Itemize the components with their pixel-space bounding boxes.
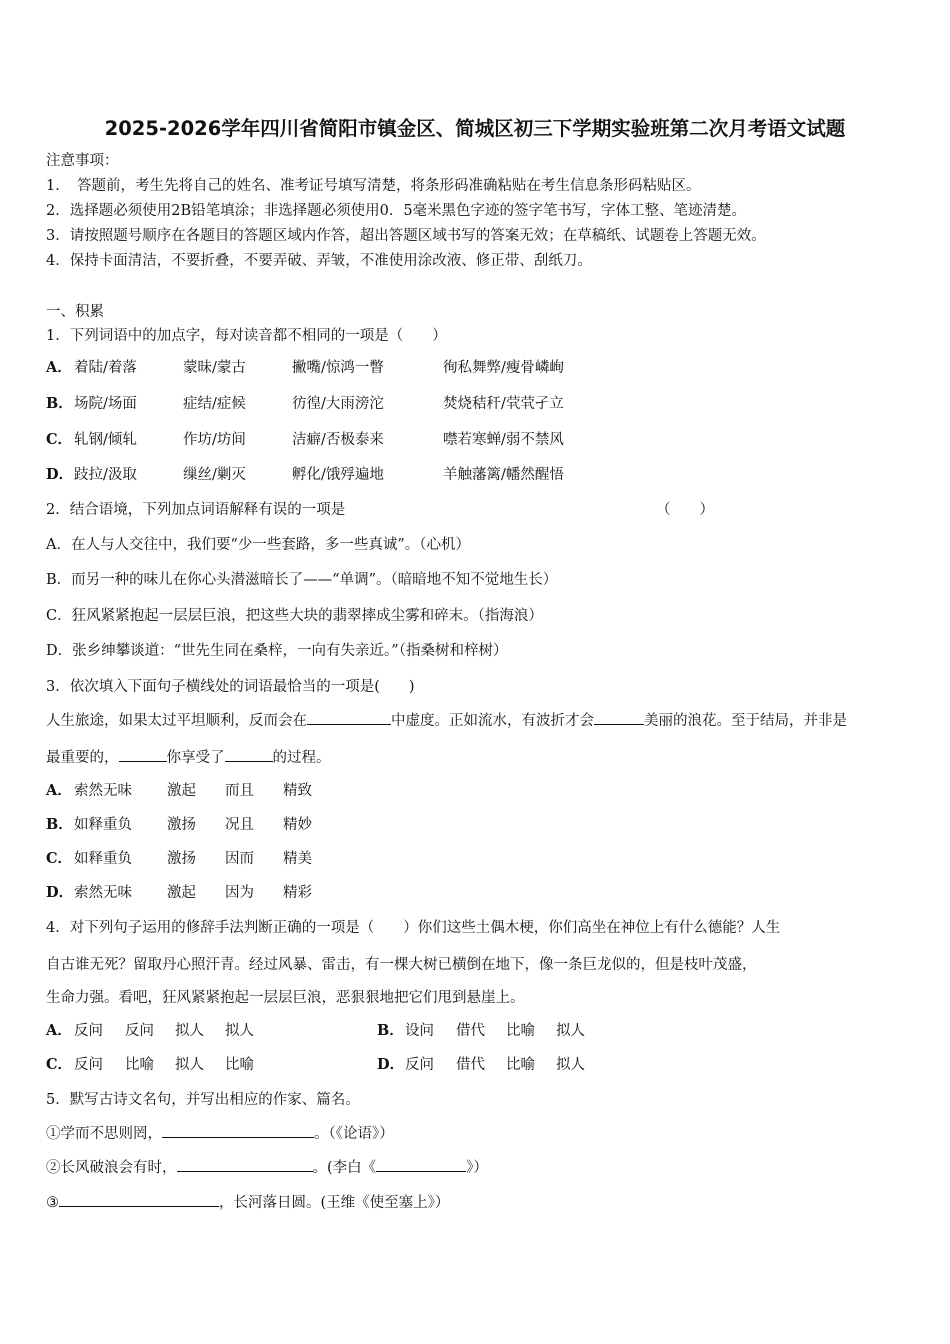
- option-item: 症结/症候: [183, 396, 246, 412]
- option-item: 借代: [456, 1023, 485, 1039]
- passage-text: 的过程。: [272, 750, 331, 766]
- q2-option: C．狂风紧紧抱起一层层巨浪，把这些大块的翡翠摔成尘雾和碎末。（指海浪）: [46, 608, 543, 624]
- option-item: 拟人: [556, 1057, 585, 1073]
- q3-option-a: [46, 781, 312, 801]
- poem-text: ③: [46, 1195, 59, 1211]
- option-label: A．: [46, 782, 72, 799]
- q1-option-c: [46, 430, 564, 450]
- q4-option-a: [46, 1021, 254, 1041]
- option-item: 焚烧秸秆/茕茕孑立: [443, 396, 564, 412]
- option-item: 反问: [74, 1023, 103, 1039]
- notice-item: 3．请按照题号顺序在各题目的答题区域内作答，超出答题区域书写的答案无效；在草稿纸、试题卷上答题无效。: [46, 228, 766, 244]
- fill-blank[interactable]: [119, 747, 167, 762]
- option-label: D．: [46, 466, 74, 483]
- poem-text: ，长河落日圆。(王维《使至塞上》）: [219, 1195, 450, 1211]
- poem-text: 》）: [466, 1160, 488, 1176]
- option-item: 比喻: [506, 1023, 535, 1039]
- option-item: 精妙: [283, 817, 312, 833]
- option-item: 设问: [405, 1023, 434, 1039]
- q4-option-c: [46, 1055, 254, 1075]
- option-item: 缫丝/剿灭: [183, 467, 246, 483]
- passage-text: 最重要的，: [46, 750, 119, 766]
- option-item: 借代: [456, 1057, 485, 1073]
- q1-option-b: [46, 394, 564, 414]
- poem-text: ①学而不思则罔，: [46, 1126, 162, 1142]
- notice-item: 1． 答题前，考生先将自己的姓名、准考证号填写清楚，将条形码准确粘贴在考生信息条形码粘贴区。: [46, 178, 701, 194]
- option-label: D．: [46, 884, 74, 901]
- poem-text: ②长风破浪会有时，: [46, 1160, 177, 1176]
- option-item: 激扬: [167, 817, 196, 833]
- q2-option: D．张乡绅攀谈道：“世先生同在桑梓，一向有失亲近。”（指桑树和梓树）: [46, 643, 508, 659]
- q3-option-d: [46, 883, 312, 903]
- option-item: 蒙昧/蒙古: [183, 360, 246, 376]
- q5-line-2: [46, 1157, 488, 1178]
- fill-blank[interactable]: [225, 747, 273, 762]
- option-item: 比喻: [506, 1057, 535, 1073]
- q3-passage-line: [46, 747, 331, 768]
- option-item: 轧钢/倾轧: [74, 432, 137, 448]
- option-label: B．: [46, 395, 73, 412]
- option-item: 如释重负: [74, 851, 132, 867]
- option-label: B．: [377, 1022, 404, 1039]
- option-item: 反问: [125, 1023, 154, 1039]
- notice-heading: 注意事项：: [46, 153, 119, 169]
- poem-text: 。(李白《: [312, 1160, 377, 1176]
- option-item: 因而: [225, 851, 254, 867]
- q2-option: B．而另一种的味儿在你心头潜滋暗长了——“单调”。（暗暗地不知不觉地生长）: [46, 572, 558, 588]
- option-item: 撇嘴/惊鸿一瞥: [292, 360, 384, 376]
- option-label: D．: [377, 1056, 405, 1073]
- fill-blank[interactable]: [162, 1123, 314, 1138]
- option-label: A．: [46, 1022, 72, 1039]
- q3-passage-line: [46, 710, 847, 731]
- option-item: 拟人: [175, 1023, 204, 1039]
- question-1-stem: 1．下列词语中的加点字，每对读音都不相同的一项是（ ）: [46, 328, 447, 344]
- question-5-stem: 5．默写古诗文名句，并写出相应的作家、篇名。: [46, 1092, 360, 1108]
- passage-text: 你享受了: [166, 750, 225, 766]
- option-item: 噤若寒蝉/弱不禁风: [443, 432, 564, 448]
- option-item: 反问: [405, 1057, 434, 1073]
- option-label: C．: [46, 431, 73, 448]
- option-item: 跂拉/汲取: [74, 467, 137, 483]
- option-item: 比喻: [225, 1057, 254, 1073]
- passage-text: 中虚度。正如流水，有波折才会: [391, 713, 594, 729]
- option-item: 精彩: [283, 885, 312, 901]
- option-item: 精致: [283, 783, 312, 799]
- option-item: 激起: [167, 885, 196, 901]
- section-heading: 一、积累: [46, 304, 104, 320]
- passage-text: 人生旅途，如果太过平坦顺利，反而会在: [46, 713, 307, 729]
- answer-paren: （ ）: [656, 502, 714, 518]
- option-item: 羊触藩篱/幡然醒悟: [443, 467, 564, 483]
- q1-option-d: [46, 465, 564, 485]
- option-item: 作坊/坊间: [183, 432, 246, 448]
- question-2-stem: 2．结合语境，下列加点词语解释有误的一项是: [46, 502, 346, 518]
- q4-option-b: [377, 1021, 585, 1041]
- option-label: B．: [46, 816, 73, 833]
- option-item: 激起: [167, 783, 196, 799]
- q5-line-3: [46, 1192, 449, 1213]
- option-item: 拟人: [225, 1023, 254, 1039]
- option-item: 索然无味: [74, 783, 132, 799]
- exam-title: 2025-2026学年四川省简阳市镇金区、简城区初三下学期实验班第二次月考语文试题: [104, 117, 846, 140]
- option-item: 彷徨/大雨滂沱: [292, 396, 384, 412]
- question-3-stem: 3．依次填入下面句子横线处的词语最恰当的一项是( ): [46, 679, 415, 695]
- option-label: C．: [46, 1056, 73, 1073]
- q1-option-a: [46, 358, 564, 378]
- option-item: 着陆/着落: [74, 360, 137, 376]
- fill-blank[interactable]: [307, 710, 391, 725]
- option-item: 孵化/饿殍遍地: [292, 467, 384, 483]
- fill-blank[interactable]: [59, 1192, 219, 1207]
- option-item: 如释重负: [74, 817, 132, 833]
- notice-item: 2．选择题必须使用2B铅笔填涂；非选择题必须使用0．5毫米黑色字迹的签字笔书写，字体工整、笔迹清楚。: [46, 203, 747, 219]
- option-item: 反问: [74, 1057, 103, 1073]
- option-item: 因为: [225, 885, 254, 901]
- option-item: 场院/场面: [74, 396, 137, 412]
- q5-line-1: [46, 1123, 394, 1144]
- question-4-stem: 4．对下列句子运用的修辞手法判断正确的一项是（ ）你们这些土偶木梗，你们高坐在神位上有什么德能？人生: [46, 920, 781, 936]
- notice-item: 4．保持卡面清洁，不要折叠，不要弄破、弄皱，不准使用涂改液、修正带、刮纸刀。: [46, 253, 592, 269]
- option-label: A．: [46, 359, 72, 376]
- q4-option-d: [377, 1055, 585, 1075]
- option-item: 徇私舞弊/瘦骨嶙峋: [443, 360, 564, 376]
- q4-passage-line: 生命力强。看吧，狂风紧紧抱起一层层巨浪，恶狠狠地把它们甩到悬崖上。: [46, 990, 525, 1006]
- q2-option: A．在人与人交往中，我们要“少一些套路，多一些真诚”。（心机）: [46, 537, 471, 553]
- fill-blank[interactable]: [376, 1157, 466, 1172]
- poem-text: 。（《论语》）: [314, 1126, 394, 1142]
- option-item: 精美: [283, 851, 312, 867]
- option-item: 而且: [225, 783, 254, 799]
- option-item: 拟人: [175, 1057, 204, 1073]
- fill-blank[interactable]: [177, 1157, 313, 1172]
- q3-option-c: [46, 849, 312, 869]
- fill-blank[interactable]: [594, 710, 644, 725]
- option-item: 洁癖/否极泰来: [292, 432, 384, 448]
- q3-option-b: [46, 815, 312, 835]
- q4-passage-line: 自古谁无死？留取丹心照汗青。经过风暴、雷击，有一棵大树已横倒在地下，像一条巨龙似的，但是枝叶茂盛，: [46, 957, 757, 973]
- option-item: 索然无味: [74, 885, 132, 901]
- passage-text: 美丽的浪花。至于结局，并非是: [644, 713, 847, 729]
- option-item: 况且: [225, 817, 254, 833]
- option-label: C．: [46, 850, 73, 867]
- option-item: 比喻: [125, 1057, 154, 1073]
- option-item: 拟人: [556, 1023, 585, 1039]
- option-item: 激扬: [167, 851, 196, 867]
